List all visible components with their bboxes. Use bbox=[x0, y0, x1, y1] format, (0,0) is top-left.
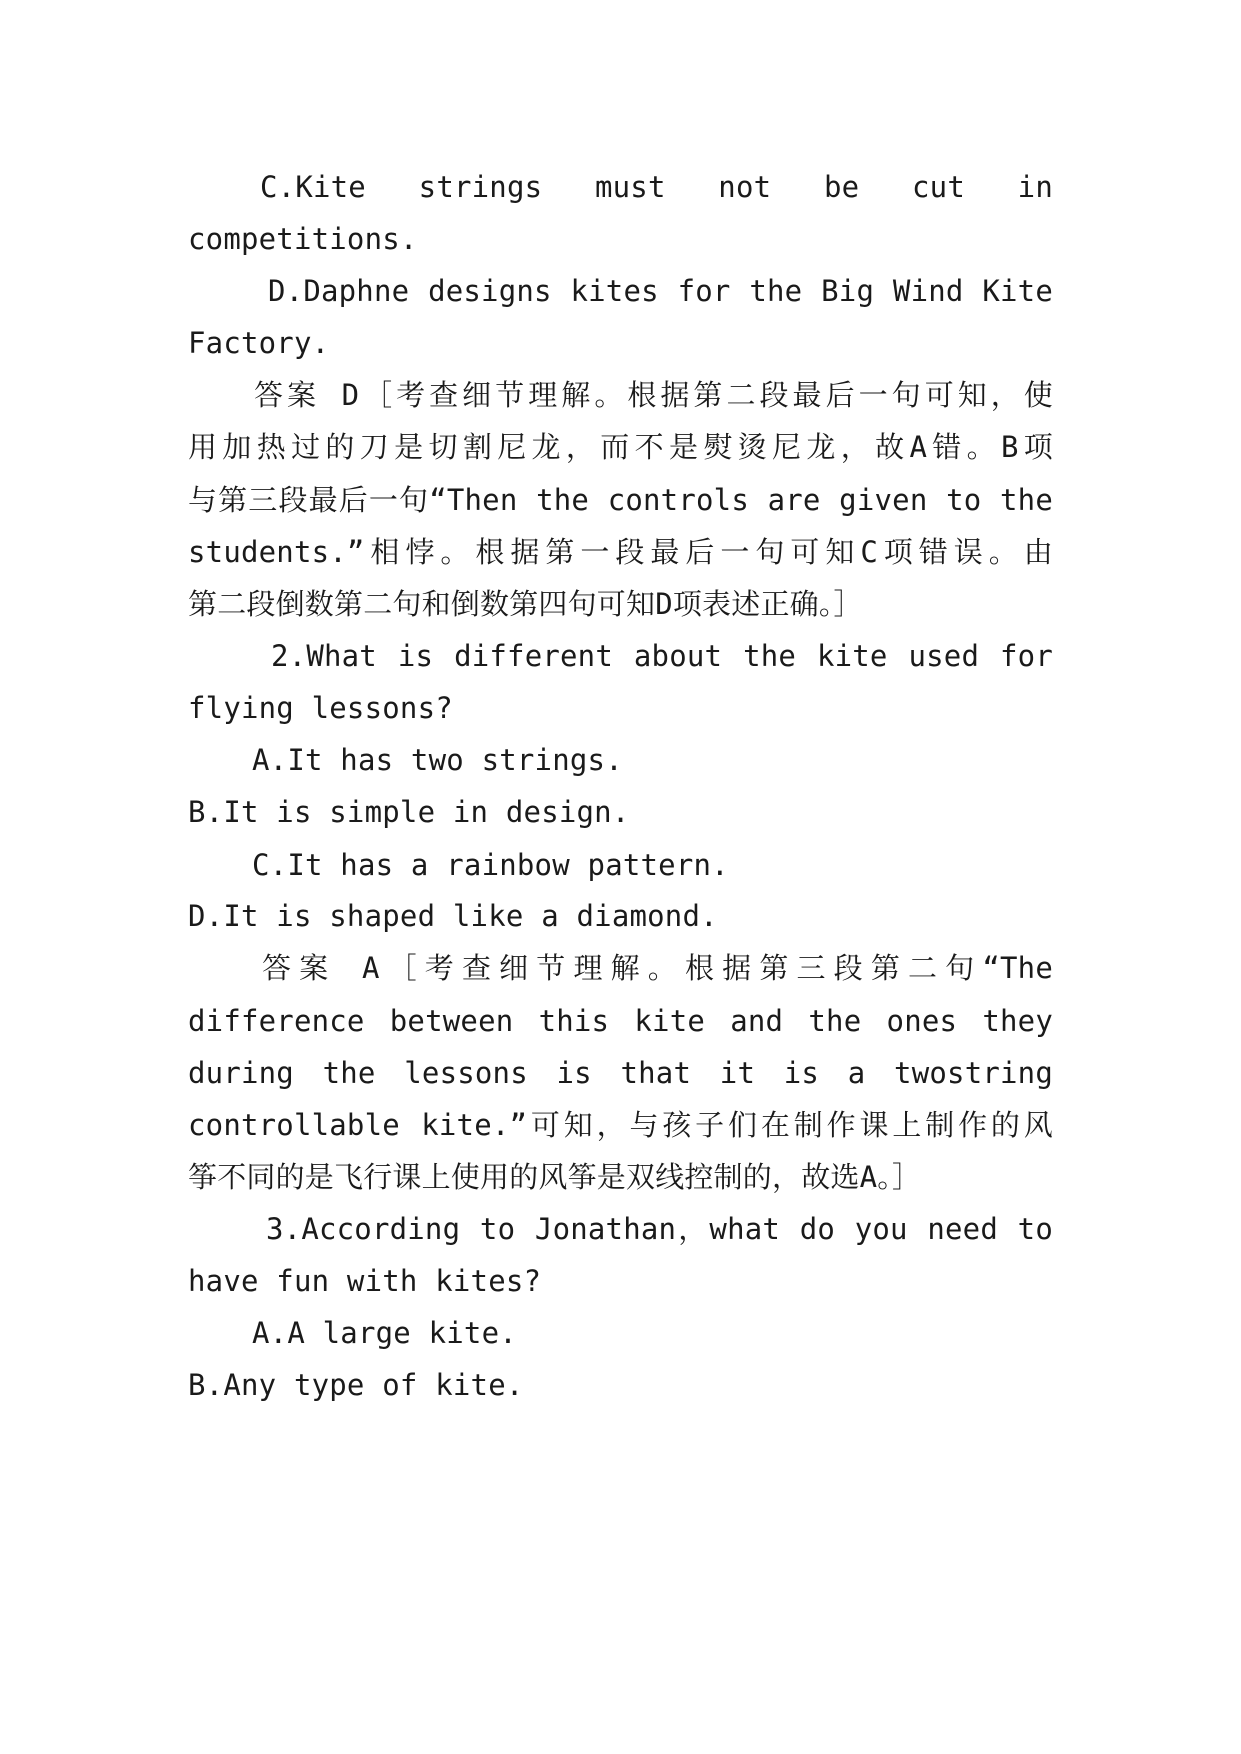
q3-option-b: B.Any type of kite. bbox=[188, 1368, 524, 1402]
q2-option-a: A.It has two strings. bbox=[252, 743, 623, 777]
question-2-line-1: 2.What is different about the kite used for bbox=[271, 639, 1053, 673]
answer-1-line-2: 用加热过的刀是切割尼龙，而不是熨烫尼龙，故A错。B项 bbox=[188, 430, 1053, 464]
q2-option-d: D.It is shaped like a diamond. bbox=[188, 899, 718, 933]
option-d-line-1: D.Daphne designs kites for the Big Wind Kite bbox=[268, 274, 1053, 308]
answer-1-line-5: 第二段倒数第二句和倒数第四句可知D项表述正确。］ bbox=[188, 587, 863, 621]
question-3-line-1: 3.According to Jonathan，what do you need to bbox=[266, 1212, 1053, 1246]
answer-2-line-5: 筝不同的是飞行课上使用的风筝是双线控制的，故选A。］ bbox=[188, 1160, 922, 1194]
question-3-line-2: have fun with kites? bbox=[188, 1264, 542, 1298]
answer-1-line-1: 答案 D［考查细节理解。根据第二段最后一句可知，使 bbox=[254, 378, 1053, 412]
q2-option-c: C.It has a rainbow pattern. bbox=[252, 848, 729, 882]
q3-option-a: A.A large kite. bbox=[252, 1316, 517, 1350]
option-d-line-2: Factory. bbox=[188, 326, 330, 360]
option-c-line-1: C.Kite strings must not be cut in bbox=[260, 170, 1053, 204]
answer-2-line-4: controllable kite.”可知，与孩子们在制作课上制作的风 bbox=[188, 1108, 1053, 1142]
answer-1-line-4: students.”相悖。根据第一段最后一句可知C项错误。由 bbox=[188, 535, 1053, 569]
question-2-line-2: flying lessons? bbox=[188, 691, 453, 725]
answer-1-line-3: 与第三段最后一句“Then the controls are given to the bbox=[188, 483, 1053, 517]
answer-2-line-3: during the lessons is that it is a twostring bbox=[188, 1056, 1053, 1090]
answer-2-line-1: 答案 A［考查细节理解。根据第三段第二句“The bbox=[262, 951, 1053, 985]
answer-2-line-2: difference between this kite and the ones they bbox=[188, 1004, 1053, 1038]
option-c-line-2: competitions. bbox=[188, 222, 418, 256]
q2-option-b: B.It is simple in design. bbox=[188, 795, 630, 829]
